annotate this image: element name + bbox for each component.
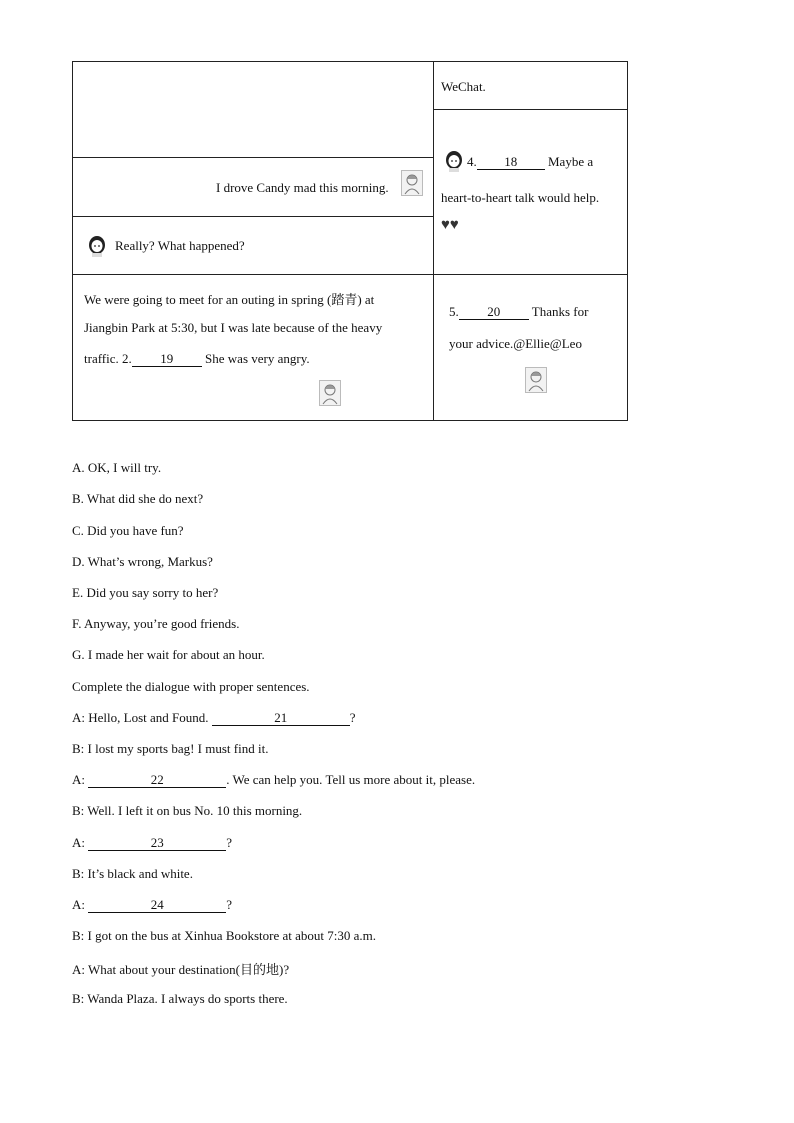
instruction: Complete the dialogue with proper sentences. <box>72 679 310 694</box>
dialogue-line-8: B: I got on the bus at Xinhua Bookstore at about 7:30 a.m. <box>72 928 377 943</box>
blank-24[interactable]: 24 <box>88 898 226 913</box>
dialogue-line-1-prefix: A: Hello, Lost and Found. <box>72 710 212 725</box>
question-4-number: 4. <box>467 154 477 169</box>
row-divider <box>73 274 627 275</box>
story-line-3-prefix: traffic. 2. <box>84 351 132 366</box>
hearts: ♥♥ <box>441 217 459 233</box>
blank-20[interactable]: 20 <box>459 305 529 320</box>
option-g: G. I made her wait for about an hour. <box>72 647 265 662</box>
blank-18[interactable]: 18 <box>477 155 545 170</box>
row-divider <box>73 157 433 158</box>
girl-avatar-icon <box>87 235 107 257</box>
dialogue-line-5-suffix: ? <box>226 835 233 850</box>
dialogue-line-3-suffix: . We can help you. Tell us more about it, please. <box>226 772 476 787</box>
dialogue-line-9: A: What about your destination(目的地)? <box>72 962 290 977</box>
option-b: B. What did she do next? <box>72 491 204 506</box>
question-5-line-2: your advice.@Ellie@Leo <box>449 336 582 351</box>
dialogue-line-6: B: It’s black and white. <box>72 866 193 881</box>
blank-21[interactable]: 21 <box>212 711 350 726</box>
blank-22[interactable]: 22 <box>88 773 226 788</box>
dialogue-line-1 <box>72 710 356 726</box>
question-5-number: 5. <box>449 304 459 319</box>
heart-icon <box>441 217 459 234</box>
row-divider <box>433 109 627 110</box>
dialogue-line-3-prefix: A: <box>72 772 89 787</box>
story-line-2: Jiangbin Park at 5:30, but I was late because of the heavy <box>84 320 383 335</box>
story-line-3 <box>84 351 310 367</box>
boy-avatar-icon <box>401 170 423 196</box>
question-5 <box>449 304 588 320</box>
dialogue-line-2: B: I lost my sports bag! I must find it. <box>72 741 269 756</box>
boy-avatar-icon <box>319 380 341 406</box>
question-4-suffix: Maybe a <box>544 154 594 169</box>
option-a: A. OK, I will try. <box>72 460 162 475</box>
wechat-label: WeChat. <box>441 79 486 94</box>
girl-avatar-icon <box>444 150 464 172</box>
dialogue-line-5-prefix: A: <box>72 835 89 850</box>
option-c: C. Did you have fun? <box>72 523 184 538</box>
dialogue-line-7-prefix: A: <box>72 897 89 912</box>
story-line-1: We were going to meet for an outing in spring (踏青) at <box>84 292 375 307</box>
message-really: Really? What happened? <box>115 238 245 253</box>
question-4 <box>467 154 593 170</box>
dialogue-line-10: B: Wanda Plaza. I always do sports there. <box>72 991 288 1006</box>
blank-19[interactable]: 19 <box>132 352 202 367</box>
dialogue-line-1-suffix: ? <box>349 710 356 725</box>
dialogue-line-4: B: Well. I left it on bus No. 10 this morning. <box>72 803 303 818</box>
blank-23[interactable]: 23 <box>88 836 226 851</box>
dialogue-line-3 <box>72 772 475 788</box>
option-e: E. Did you say sorry to her? <box>72 585 219 600</box>
option-d: D. What’s wrong, Markus? <box>72 554 213 569</box>
message-drove-candy: I drove Candy mad this morning. <box>216 180 389 195</box>
question-5-suffix: Thanks for <box>528 304 589 319</box>
dialogue-line-5 <box>72 835 232 851</box>
dialogue-line-7-suffix: ? <box>226 897 233 912</box>
boy-avatar-icon <box>525 367 547 393</box>
row-divider <box>73 216 433 217</box>
story-line-3-suffix: She was very angry. <box>201 351 310 366</box>
dialogue-line-7 <box>72 897 232 913</box>
chat-table <box>72 61 628 421</box>
question-4-line-2: heart-to-heart talk would help. <box>441 190 600 205</box>
column-divider <box>433 62 434 420</box>
option-f: F. Anyway, you’re good friends. <box>72 616 240 631</box>
